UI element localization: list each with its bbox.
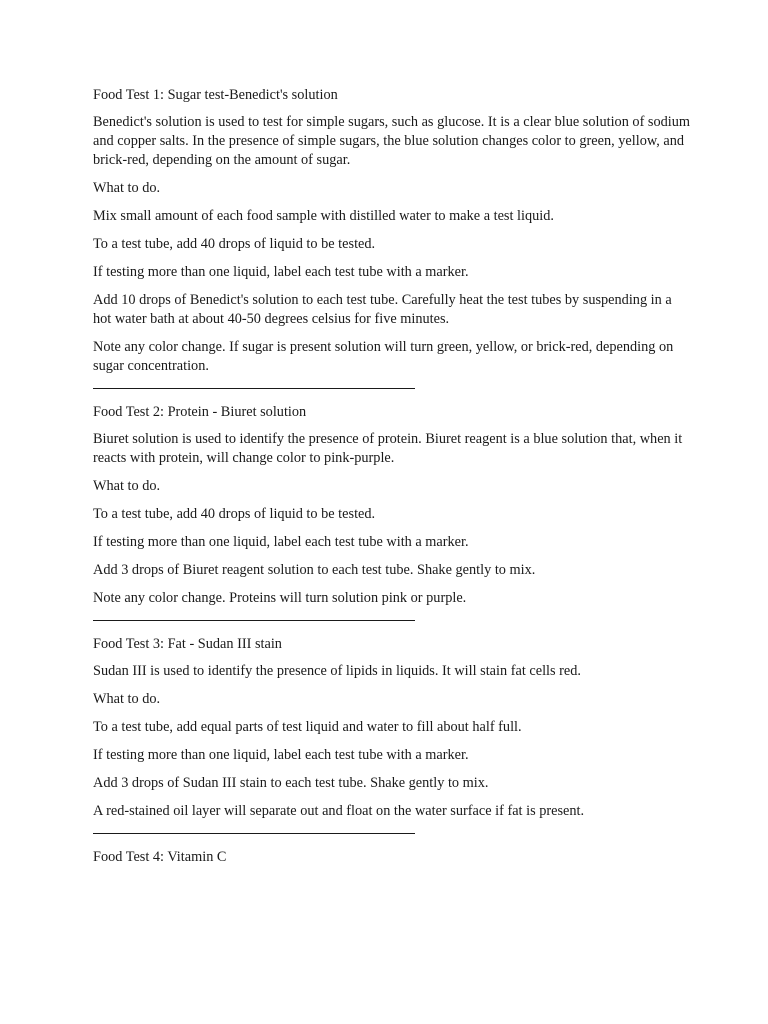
section-heading: Food Test 4: Vitamin C <box>93 849 227 865</box>
section-fat-test <box>93 635 693 821</box>
paragraph: To a test tube, add 40 drops of liquid to be tested. <box>93 236 376 252</box>
section-divider <box>93 833 415 834</box>
section-divider <box>93 620 415 621</box>
paragraph: Benedict's solution is used to test for simple sugars, such as glucose. It is a clear blue solution of sodium and copper salts. In the presence of simple sugars, the blue solution changes color to green, yellow, and brick-red, depending on the amount of sugar. <box>93 114 690 168</box>
paragraph: If testing more than one liquid, label each test tube with a marker. <box>93 747 469 763</box>
paragraph: Add 10 drops of Benedict's solution to each test tube. Carefully heat the test tubes by suspending in a hot water bath at about 40-50 degrees celsius for five minutes. <box>93 292 672 327</box>
paragraph: What to do. <box>93 478 161 494</box>
paragraph: Mix small amount of each food sample with distilled water to make a test liquid. <box>93 208 554 224</box>
section-divider <box>93 388 415 389</box>
section-heading: Food Test 2: Protein - Biuret solution <box>93 404 307 420</box>
paragraph: If testing more than one liquid, label each test tube with a marker. <box>93 534 469 550</box>
paragraph: What to do. <box>93 691 161 707</box>
section-protein-test <box>93 403 693 608</box>
section-heading: Food Test 1: Sugar test-Benedict's solution <box>93 87 338 103</box>
paragraph: Add 3 drops of Biuret reagent solution to each test tube. Shake gently to mix. <box>93 562 536 578</box>
paragraph: Note any color change. If sugar is present solution will turn green, yellow, or brick-red, depending on sugar concentration. <box>93 339 674 374</box>
paragraph: What to do. <box>93 180 161 196</box>
section-vitamin-c-test <box>93 848 693 867</box>
paragraph: If testing more than one liquid, label each test tube with a marker. <box>93 264 469 280</box>
paragraph: Sudan III is used to identify the presence of lipids in liquids. It will stain fat cells red. <box>93 663 581 679</box>
section-heading: Food Test 3: Fat - Sudan III stain <box>93 636 282 652</box>
document-page <box>93 86 693 875</box>
paragraph: A red-stained oil layer will separate out and float on the water surface if fat is present. <box>93 803 585 819</box>
paragraph: Add 3 drops of Sudan III stain to each test tube. Shake gently to mix. <box>93 775 489 791</box>
paragraph: To a test tube, add equal parts of test liquid and water to fill about half full. <box>93 719 522 735</box>
section-sugar-test <box>93 86 693 376</box>
paragraph: Biuret solution is used to identify the presence of protein. Biuret reagent is a blue solution that, when it reacts with protein, will change color to pink-purple. <box>93 431 683 466</box>
paragraph: Note any color change. Proteins will turn solution pink or purple. <box>93 590 467 606</box>
paragraph: To a test tube, add 40 drops of liquid to be tested. <box>93 506 376 522</box>
